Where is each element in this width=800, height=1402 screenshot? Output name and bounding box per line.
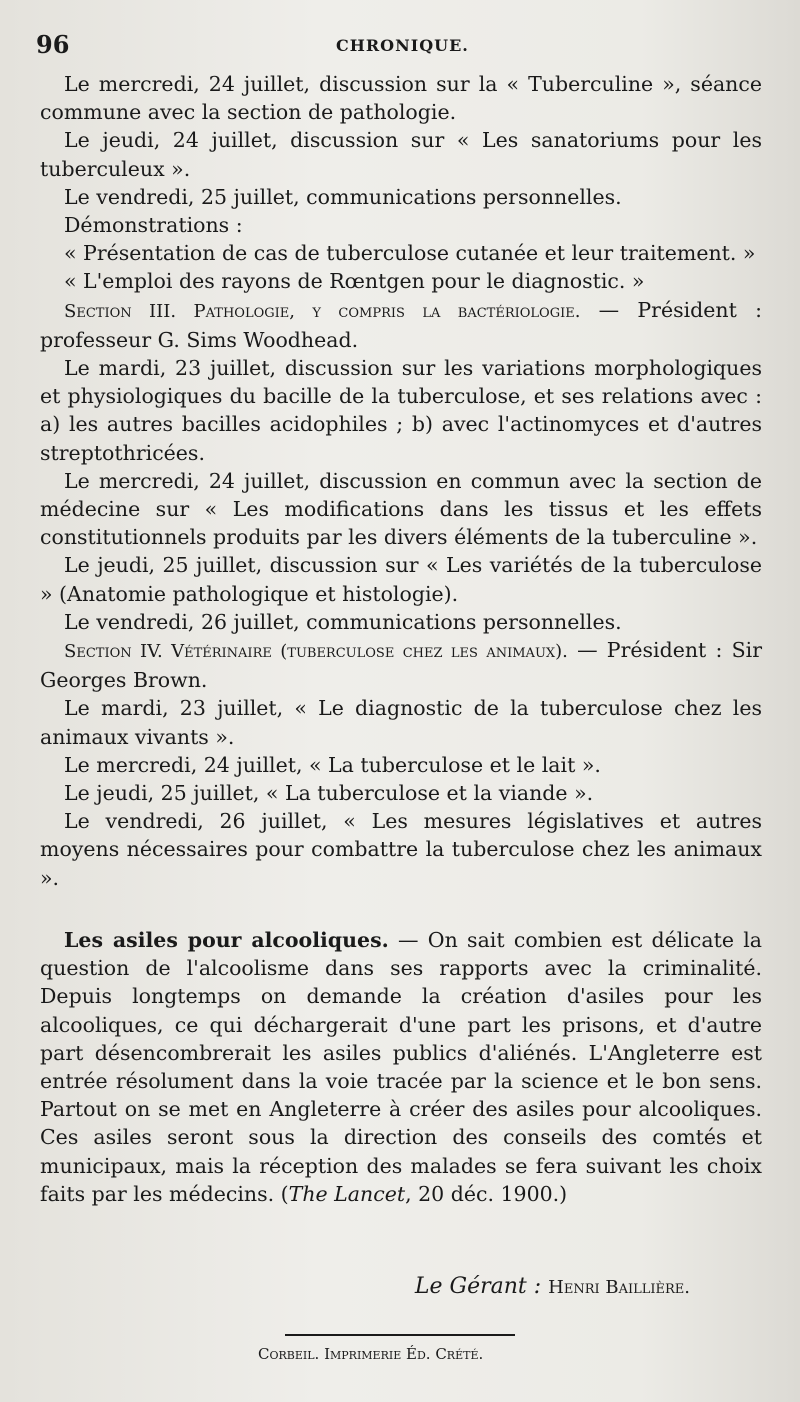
asiles-title: Les asiles pour alcooliques. [64, 927, 389, 952]
section-label: Section III. Pathologie, y compris la bactériologie. [64, 300, 581, 322]
paragraph: Le mercredi, 24 juillet, « La tuberculose et le lait ». [64, 752, 601, 777]
signature-name: Henri Baillière. [548, 1277, 690, 1298]
footer-rule [285, 1334, 515, 1336]
asiles-paragraph [40, 926, 762, 1208]
section-heading-3 [40, 296, 762, 354]
spacer [40, 892, 762, 926]
section-label: Section IV. Vétérinaire (tuberculose chez les animaux). [64, 641, 568, 663]
paragraph: Démonstrations : [64, 213, 243, 238]
signature-role: Le Gérant : [414, 1274, 542, 1299]
paragraph: « L'emploi des rayons de Rœntgen pour le diagnostic. » [64, 269, 645, 294]
page-body [40, 70, 762, 1208]
paragraph: Le vendredi, 25 juillet, communications personnelles. [64, 184, 622, 209]
page-number: 96 [36, 30, 70, 59]
paragraph: Le jeudi, 25 juillet, discussion sur « Les variétés de la tuberculose » (Anatomie pathologique et histologie). [40, 553, 762, 606]
paragraph: Le mercredi, 24 juillet, discussion sur la « Tuberculine », séance commune avec la section de pathologie. [40, 72, 762, 125]
paragraph: Le vendredi, 26 juillet, « Les mesures législatives et autres moyens nécessaires pour combattre la tuberculose chez les animaux ». [40, 809, 762, 890]
paragraph: Le mercredi, 24 juillet, discussion en commun avec la section de médecine sur « Les modifications dans les tissus et les effets constitutionnels produits par les divers éléments de la tuberculine ». [40, 468, 762, 550]
page-header [36, 30, 764, 64]
paragraph: Le vendredi, 26 juillet, communications personnelles. [64, 609, 622, 634]
imprint: Corbeil. Imprimerie Éd. Crété. [258, 1345, 484, 1363]
paragraph: Le jeudi, 24 juillet, discussion sur « Les sanatoriums pour les tuberculeux ». [40, 128, 762, 181]
paragraph: Le mardi, 23 juillet, « Le diagnostic de la tuberculose chez les animaux vivants ». [40, 696, 762, 749]
paragraph: « Présentation de cas de tuberculose cutanée et leur traitement. » [64, 241, 756, 266]
paragraph: Le jeudi, 25 juillet, « La tuberculose et la viande ». [64, 781, 594, 806]
section-president: — Président : Sir Georges Brown. [40, 638, 762, 693]
paragraph: Le mardi, 23 juillet, discussion sur les variations morphologiques et physiologiques du bacille de la tuberculose, et ses relations avec : a) les autres bacilles acidophiles ; b) avec l'actinomyces et d'autres streptothricées. [40, 356, 762, 465]
asiles-text: — On sait combien est délicate la question de l'alcoolisme dans ses rapports avec la criminalité. Depuis longtemps on demande la création d'asiles pour les alcooliques, ce qui déchargerait d'une part les prisons, et d'autre part désencombrerait les asiles publics d'aliénés. L'Angleterre est entrée résolument dans la voie tracée par la science et le bon sens. Partout on se met en Angleterre à créer des asiles pour alcooliques. Ces asiles seront sous la direction des conseils des comtés et municipaux, mais la réception des malades se fera suivant les choix faits par les médecins. ( [40, 927, 762, 1206]
running-head: CHRONIQUE. [336, 36, 469, 55]
asiles-source-tail: , 20 déc. 1900.) [405, 1181, 568, 1206]
asiles-source: The Lancet [288, 1181, 406, 1206]
section-president: — Président : professeur G. Sims Woodhead. [40, 297, 762, 352]
signature [415, 1274, 690, 1299]
section-heading-4 [40, 636, 762, 694]
